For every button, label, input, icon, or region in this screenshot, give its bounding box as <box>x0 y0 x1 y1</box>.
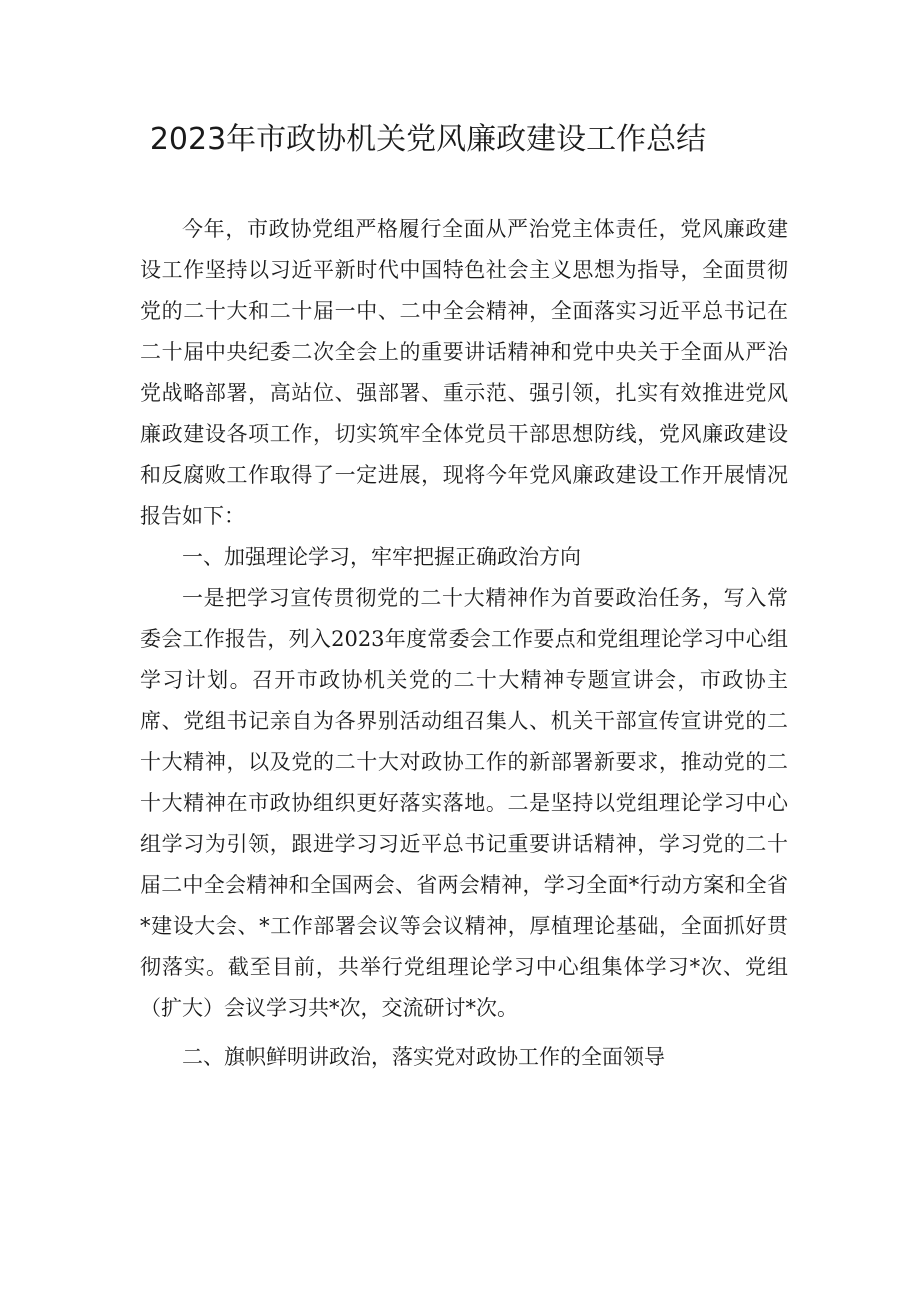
section-1-paragraph: 一是把学习宣传贯彻党的二十大精神作为首要政治任务，写入常委会工作报告，列入2023年度常委会工作要点和党组理论学习中心组学习计划。召开市政协机关党的二十大精神专题宣讲会，市政协主席、党组书记亲自为各界别活动组召集人、机关干部宣传宣讲党的二十大精神，以及党的二十大对政协工作的新部署新要求，推动党的二十大精神在市政协组织更好落实落地。二是坚持以党组理论学习中心组学习为引领，跟进学习习近平总书记重要讲话精神，学习党的二十届二中全会精神和全国两会、省两会精神，学习全面*行动方案和全省*建设大会、*工作部署会议等会议精神，厚植理论基础，全面抓好贯彻落实。截至目前，共举行党组理论学习中心组集体学习*次、党组（扩大）会议学习共*次，交流研讨*次。 <box>140 586 788 1020</box>
intro-paragraph: 今年，市政协党组严格履行全面从严治党主体责任，党风廉政建设工作坚持以习近平新时代中国特色社会主义思想为指导，全面贯彻党的二十大和二十届一中、二中全会精神，全面落实习近平总书记在二十届中央纪委二次全会上的重要讲话精神和党中央关于全面从严治党战略部署，高站位、强部署、重示范、强引领，扎实有效推进党风廉政建设各项工作，切实筑牢全体党员干部思想防线，党风廉政建设和反腐败工作取得了一定进展，现将今年党风廉政建设工作开展情况报告如下： <box>140 217 788 528</box>
section-2-heading: 二、旗帜鲜明讲政治，落实党对政协工作的全面领导 <box>182 1045 665 1069</box>
document-title: 2023年市政协机关党风廉政建设工作总结 <box>149 122 707 157</box>
document-body <box>140 209 788 1078</box>
section-1-heading: 一、加强理论学习，牢牢把握正确政治方向 <box>182 545 581 569</box>
